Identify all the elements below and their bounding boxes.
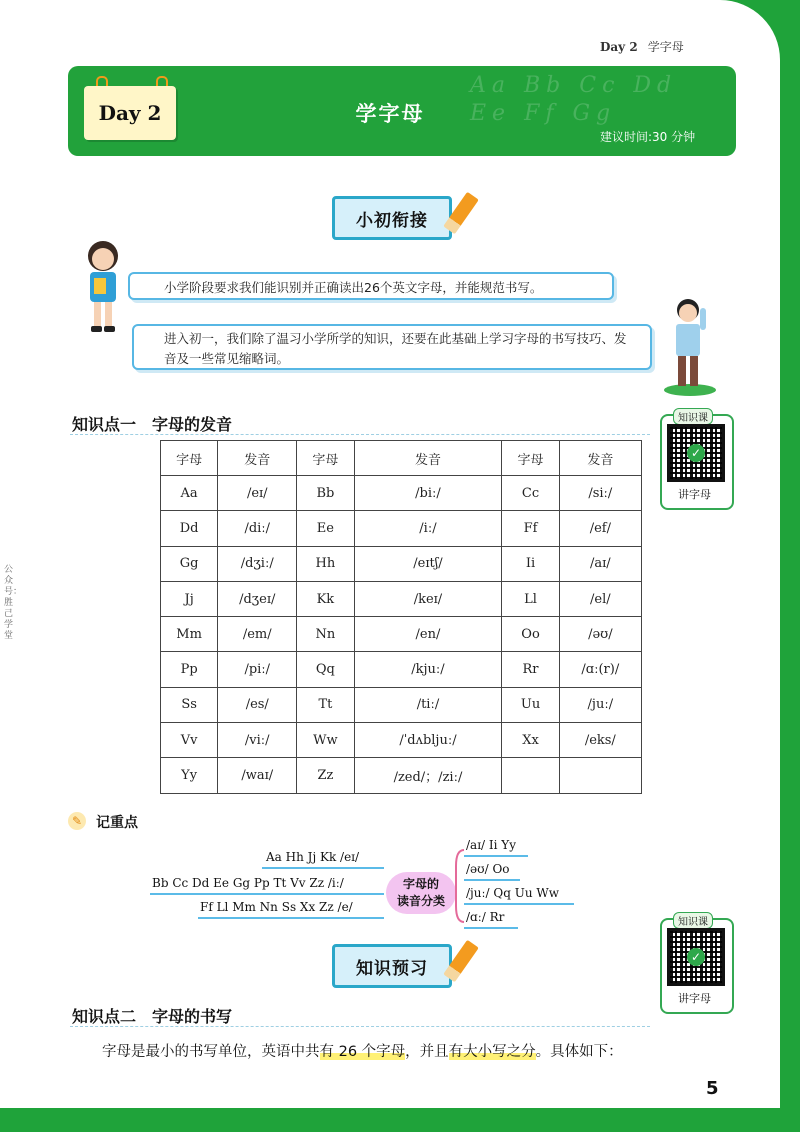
speech-bubble-junior: 进入初一，我们除了温习小学所学的知识，还要在此基础上学习字母的书写技巧、发音及一些常见缩略词。 (132, 324, 652, 370)
table-cell: Aa (161, 476, 218, 511)
boy-illustration (660, 296, 724, 398)
table-header-cell: 发音 (354, 441, 502, 476)
banner-title: 学字母 (355, 102, 425, 126)
table-cell: /waɪ/ (218, 758, 297, 793)
table-cell: Mm (161, 617, 218, 652)
table-cell: Pp (161, 652, 218, 687)
table-cell: /dʒiː/ (218, 546, 297, 581)
table-cell: /keɪ/ (354, 581, 502, 616)
table-cell: /diː/ (218, 511, 297, 546)
underline (150, 893, 384, 895)
table-cell: Ii (502, 546, 559, 581)
underline (262, 867, 384, 869)
table-header-row (161, 441, 642, 476)
section-tag-preview: 知识预习 (332, 944, 452, 988)
table-cell: /dʒeɪ/ (218, 581, 297, 616)
qr-card-caption: 讲字母 (678, 488, 711, 501)
table-cell: /eɪtʃ/ (354, 546, 502, 581)
body-paragraph (102, 1040, 623, 1061)
table-row (161, 476, 642, 511)
table-cell: /kjuː/ (354, 652, 502, 687)
table-cell: /em/ (218, 617, 297, 652)
table-cell: Cc (502, 476, 559, 511)
underline (464, 903, 574, 905)
underline (464, 879, 520, 881)
qr-card-tag: 知识课 (673, 912, 713, 929)
table-cell: Zz (297, 758, 354, 793)
table-cell: /biː/ (354, 476, 502, 511)
table-cell: Hh (297, 546, 354, 581)
mindmap-brace (454, 848, 466, 924)
running-head (600, 38, 684, 55)
table-row (161, 723, 642, 758)
qr-card-tag: 知识课 (673, 408, 713, 425)
table-cell: Oo (502, 617, 559, 652)
underline (464, 927, 518, 929)
mindmap-right-item: /ɑː/ Rr (466, 910, 505, 924)
knowledge-point-1-title: 知识点一 字母的发音 (72, 415, 233, 434)
table-cell: Dd (161, 511, 218, 546)
table-cell: Nn (297, 617, 354, 652)
mindmap-center-line: 读音分类 (396, 894, 445, 908)
table-header-cell: 字母 (502, 441, 559, 476)
table-cell: /əʊ/ (559, 617, 641, 652)
table-cell: /siː/ (559, 476, 641, 511)
side-watermark: 公众号：胜己学堂 (4, 565, 23, 641)
section-tag-transition: 小初衔接 (332, 196, 452, 240)
knowledge-point-2-title: 知识点二 字母的书写 (72, 1007, 233, 1026)
table-cell: Yy (161, 758, 218, 793)
table-cell: /ˈdʌbljuː/ (354, 723, 502, 758)
keypoints-label: 记重点 (96, 815, 138, 831)
table-row (161, 758, 642, 793)
table-cell: Qq (297, 652, 354, 687)
day-card: Day 2 (84, 86, 176, 140)
underline (198, 917, 384, 919)
table-cell: Tt (297, 687, 354, 722)
table-cell: Ww (297, 723, 354, 758)
mindmap-right-item: /juː/ Qq Uu Ww (466, 886, 559, 900)
table-cell: /tiː/ (354, 687, 502, 722)
mindmap-right-item: /əʊ/ Oo (466, 862, 510, 876)
table-cell: /viː/ (218, 723, 297, 758)
table-cell: /iː/ (354, 511, 502, 546)
table-cell: /aɪ/ (559, 546, 641, 581)
suggested-time: 建议时间:30 分钟 (600, 130, 696, 144)
running-head-title: 学字母 (647, 40, 684, 54)
mindmap-center-node (386, 872, 456, 914)
table-header-cell: 字母 (297, 441, 354, 476)
mindmap-left-item: Ff Ll Mm Nn Ss Xx Zz /e/ (200, 900, 353, 914)
check-icon: ✓ (687, 444, 705, 462)
underline (464, 855, 528, 857)
table-cell: Rr (502, 652, 559, 687)
table-cell: Vv (161, 723, 218, 758)
girl-illustration (78, 238, 128, 342)
table-header-cell: 发音 (559, 441, 641, 476)
mindmap-left-item: Bb Cc Dd Ee Gg Pp Tt Vv Zz /iː/ (152, 876, 344, 890)
divider (70, 1026, 650, 1027)
mindmap-center-line: 字母的 (402, 877, 439, 891)
table-cell: Xx (502, 723, 559, 758)
table-header-cell: 字母 (161, 441, 218, 476)
page-frame-bottom (0, 1108, 800, 1132)
running-head-day: Day 2 (600, 40, 638, 54)
mindmap-left-item: Aa Hh Jj Kk /eɪ/ (266, 850, 360, 864)
qr-card-caption: 讲字母 (678, 992, 711, 1005)
table-row (161, 581, 642, 616)
table-cell (559, 758, 641, 793)
banner-background-letters: Aa Bb Cc Dd Ee Ff Gg (470, 73, 678, 126)
table-row (161, 617, 642, 652)
table-cell: Ff (502, 511, 559, 546)
highlighted-text: 有 26 个字母 (319, 1044, 406, 1060)
table-cell: /zed/；/ziː/ (354, 758, 502, 793)
page-number: 5 (706, 1078, 719, 1099)
table-cell: /piː/ (218, 652, 297, 687)
table-row (161, 687, 642, 722)
table-cell: /es/ (218, 687, 297, 722)
table-cell: Kk (297, 581, 354, 616)
mindmap-right-item: /aɪ/ Ii Yy (466, 838, 516, 852)
table-cell: /el/ (559, 581, 641, 616)
table-cell: Gg (161, 546, 218, 581)
table-row (161, 652, 642, 687)
divider (70, 434, 650, 435)
speech-bubble-primary: 小学阶段要求我们能识别并正确读出26个英文字母，并能规范书写。 (128, 272, 614, 300)
table-header-cell: 发音 (218, 441, 297, 476)
table-cell: Uu (502, 687, 559, 722)
table-cell: Ee (297, 511, 354, 546)
body-text: ，并且 (405, 1044, 449, 1060)
check-icon: ✓ (687, 948, 705, 966)
table-cell: Jj (161, 581, 218, 616)
table-cell: /en/ (354, 617, 502, 652)
table-cell: /ɑː(r)/ (559, 652, 641, 687)
body-text: 字母是最小的书写单位，英语中共 (102, 1044, 320, 1060)
table-row (161, 511, 642, 546)
table-cell: /eks/ (559, 723, 641, 758)
table-cell: /juː/ (559, 687, 641, 722)
letter-pronunciation-table (160, 440, 642, 794)
table-cell: /eɪ/ (218, 476, 297, 511)
table-cell: Ll (502, 581, 559, 616)
table-cell (502, 758, 559, 793)
table-cell: Ss (161, 687, 218, 722)
table-row (161, 546, 642, 581)
table-cell: /ef/ (559, 511, 641, 546)
pin-icon: ✎ (68, 812, 86, 830)
highlighted-text: 有大小写之分 (448, 1044, 536, 1060)
table-cell: Bb (297, 476, 354, 511)
body-text: 。具体如下： (535, 1044, 623, 1060)
